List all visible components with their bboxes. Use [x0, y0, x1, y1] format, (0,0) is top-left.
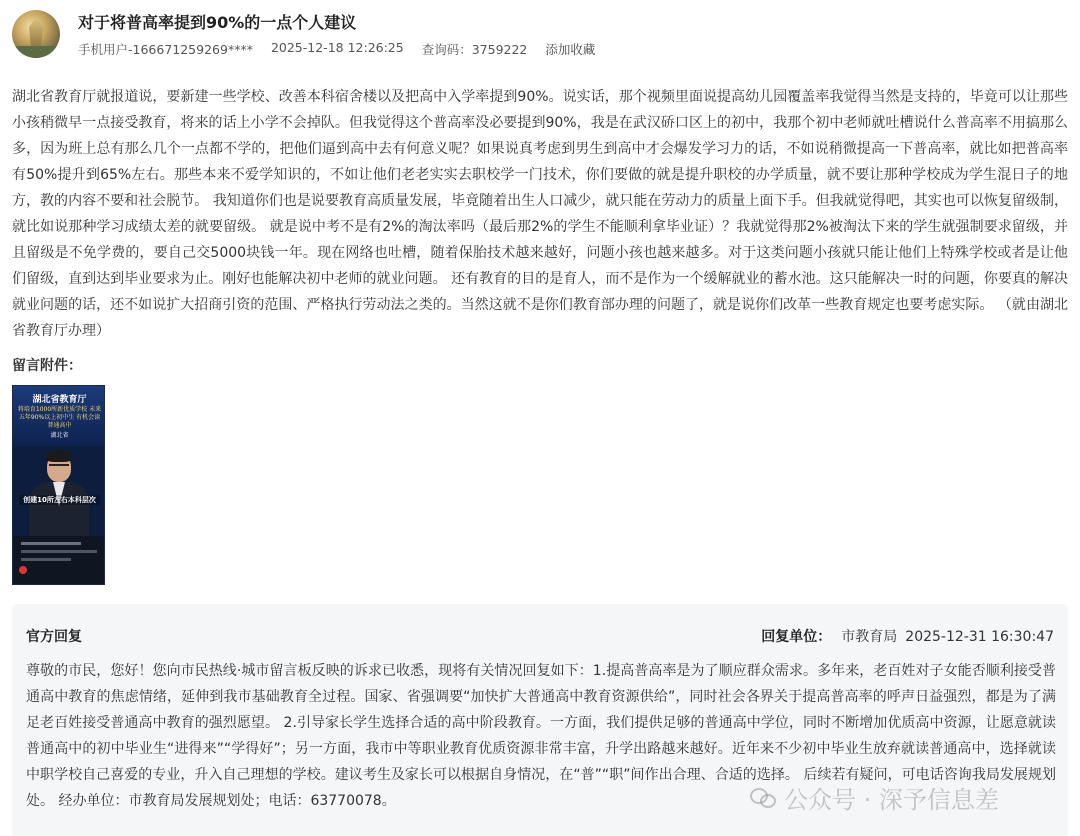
- reply-unit-name: 市教育局: [841, 629, 898, 645]
- avatar-tower-graphic: [29, 18, 43, 48]
- reply-title: 官方回复: [26, 629, 82, 645]
- live-dot-icon: [19, 566, 27, 574]
- user-avatar[interactable]: [12, 10, 60, 58]
- reply-unit-info: [761, 626, 1054, 646]
- reply-datetime: 2025-12-31 16:30:47: [905, 629, 1054, 645]
- thumb-tag: 湖北省: [50, 432, 69, 439]
- message-title: 对于将普高率提到90%的一点个人建议: [78, 13, 357, 32]
- post-datetime: 2025-12-18 12:26:25: [270, 40, 404, 55]
- thumb-headline: 湖北省教育厅: [32, 395, 87, 405]
- query-code: 查询码：3759222: [421, 42, 528, 57]
- thumb-subheadline: 将培育1000所新优质学校 未来五年90%以上初中生 有机会读普通高中: [17, 406, 102, 429]
- watermark: [750, 780, 999, 815]
- thumb-caption: 创建10所左右本科层次: [19, 495, 100, 505]
- attachment-thumbnail[interactable]: [12, 385, 105, 585]
- message-body: 湖北省教育厅就报道说，要新建一些学校、改善本科宿舍楼以及把高中入学率提到90%。说实话，那个视频里面说提高幼儿园覆盖率我觉得当然是支持的，毕竟可以让那些小孩稍微早一点接受教育，将来的话上小学不会掉队。但我觉得这个普高率没必要提到90%，我是在武汉硚口区上的初中，我那个初中老师就吐槽说什么普高率不用搞那么多，因为班上总有那么几个一点都不学的，把他们逼到高中去有何意义呢？如果说真考虑到男生到高中才会爆发学习力的话，不如说稍微提高一下普高率，就比如把普高率有50%提升到65%左右。那些本来不爱学知识的，不如让他们老老实实去职校学一门技术，你们要做的就是提升职校的办学质量，就不要让那种学校成为学生混日子的地方，教的内容不要和社会脱节。 我知道你们也是说要教育高质量发展，毕竟随着出生人口减少，就只能在劳动力的质量上面下手。但我就觉得吧，其实也可以恢复留级制，就比如说那种学习成绩太差的就要留级。 就是说中考不是有2%的淘汰率吗（最后那2%的学生不能顺利拿毕业证）？我就觉得那2%被淘汰下来的学生就强制要求留级，并且留级是不免学费的，要自己交5000块钱一年。现在网络也吐槽，随着保胎技术越来越好，问题小孩也越来越多。对于这类问题小孩就只能让他们上特殊学校或者是让他们留级，直到达到毕业要求为止。刚好也能解决初中老师的就业问题。 还有教育的目的是育人，而不是作为一个缓解就业的蓄水池。这只能解决一时的问题，你要真的解决就业问题的话，还不如说扩大招商引资的范围、严格执行劳动法之类的。当然这就不是你们教育部办理的问题了，就是说你们改革一些教育规定也要考虑实际。 （就由湖北省教育厅办理）: [12, 89, 1068, 339]
- watermark-text: 公众号 · 深予信息差: [784, 786, 999, 814]
- add-favorite-link[interactable]: 添加收藏: [545, 42, 596, 57]
- message-header: [0, 0, 1080, 72]
- reply-body: 尊敬的市民，您好！您向市民热线·城市留言板反映的诉求已收悉，现将有关情况回复如下：1.提高普高率是为了顺应群众需求。多年来，老百姓对子女能否顺利接受普通高中教育的焦虑情绪，延伸到我市基础教育全过程。国家、省强调要“加快扩大普通高中教育资源供给”，同时社会各界关于提高普高率的呼声日益强烈，都是为了满足老百姓接受普通高中教育的强烈愿望。 2.引导家长学生选择合适的高中阶段教育。一方面，我们提供足够的普通高中学位，同时不断增加优质高中资源，让愿意就读普通高中的初中毕业生“进得来”“学得好”；另一方面，我市中等职业教育优质资源非常丰富，升学出路越来越好。近年来不少初中毕业生放弃就读普通高中，选择就读中职学校自己喜爱的专业，升入自己理想的学校。建议考生及家长可以根据自身情况，在“普”“职”间作出合理、合适的选择。 后续若有疑问，可电话咨询我局发展规划处。 经办单位：市教育局发展规划处；电话：63770078。: [26, 663, 1056, 809]
- author-name: 手机用户-166671259269****: [78, 42, 253, 57]
- wechat-icon: [750, 786, 778, 810]
- attachment-label: 留言附件：: [12, 358, 82, 374]
- news-anchor-image: [29, 448, 89, 536]
- message-meta: [78, 40, 595, 58]
- reply-unit-label: 回复单位：: [761, 629, 832, 645]
